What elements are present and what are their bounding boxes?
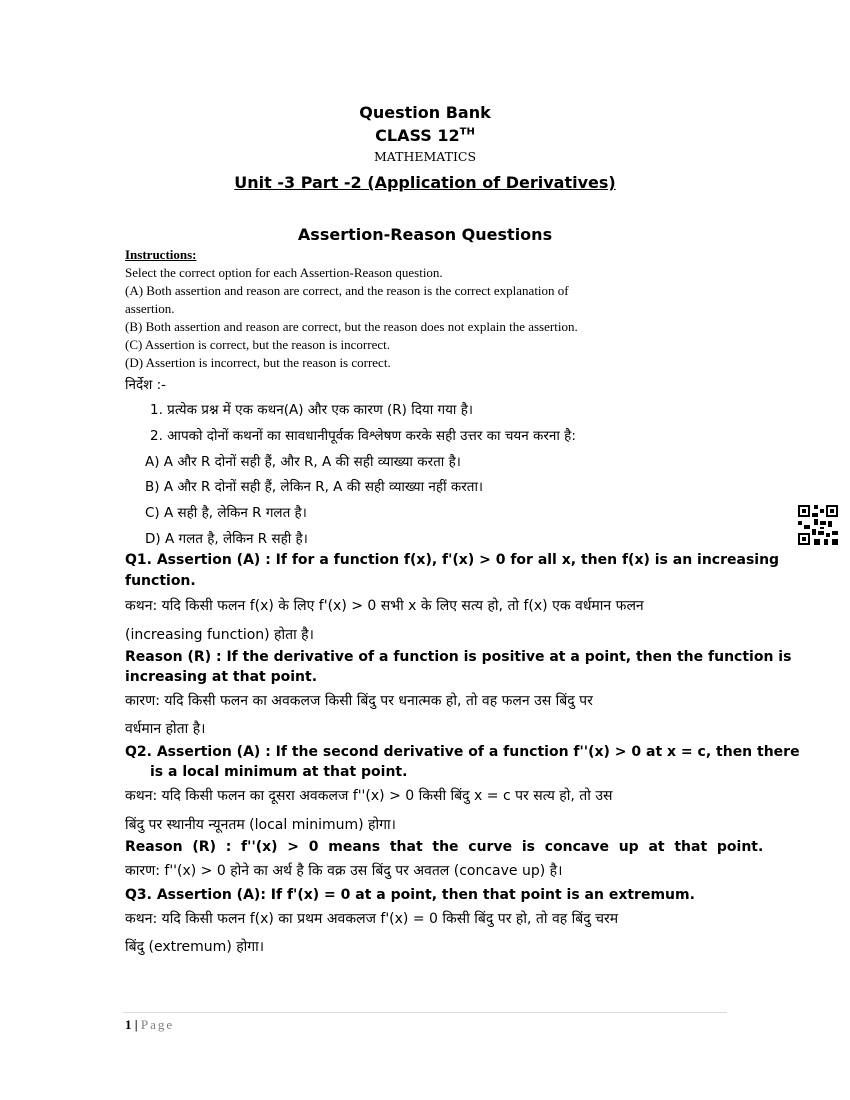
- option-b: (B) Both assertion and reason are correct, but the reason does not explain the assertion.: [125, 319, 578, 334]
- footer-divider: [123, 1012, 727, 1013]
- option-c: (C) Assertion is correct, but the reason is incorrect.: [125, 337, 390, 352]
- q1-reason-line1: Reason (R) : If the derivative of a function is positive at a point, then the function is: [125, 649, 792, 665]
- q1-reason-hindi-line1: कारण: यदि किसी फलन का अवकलज किसी बिंदु पर धनात्मक हो, तो वह फलन उस बिंदु पर: [125, 693, 593, 709]
- class-label: [0, 126, 850, 145]
- section-heading: Assertion-Reason Questions: [297, 225, 553, 244]
- q2-reason-hindi-line1: कारण: f''(x) > 0 होने का अर्थ है कि वक्र उस बिंदु पर अवतल (concave up) है।: [125, 863, 563, 879]
- unit-heading: Unit -3 Part -2 (Application of Derivatives): [234, 173, 616, 192]
- qr-code-icon: [798, 505, 838, 545]
- instructions-heading: Instructions:: [125, 247, 197, 262]
- hindi-instructions-heading: निर्देश :-: [125, 377, 167, 393]
- option-a-line1: (A) Both assertion and reason are correct, and the reason is the correct explanation of: [125, 283, 569, 298]
- q2-assertion-line2: is a local minimum at that point.: [150, 764, 408, 780]
- q3-assertion-hindi-line1: कथन: यदि किसी फलन f(x) का प्रथम अवकलज f'(x) = 0 किसी बिंदु पर हो, तो वह बिंदु चरम: [125, 911, 619, 927]
- hindi-item-2: 2. आपको दोनों कथनों का सावधानीपूर्वक विश्लेषण करके सही उत्तर का चयन करना है:: [150, 428, 576, 444]
- page-label: Page: [140, 1017, 175, 1032]
- hindi-option-b: B) A और R दोनों सही हैं, लेकिन R, A की सही व्याख्या नहीं करता।: [145, 479, 484, 495]
- q3-assertion-hindi-line2: बिंदु (extremum) होगा।: [125, 939, 265, 955]
- hindi-option-d: D) A गलत है, लेकिन R सही है।: [145, 531, 308, 547]
- q1-assertion-hindi-line2: (increasing function) होता है।: [125, 627, 314, 643]
- q2-assertion-hindi-line2: बिंदु पर स्थानीय न्यूनतम (local minimum) होगा।: [125, 817, 396, 833]
- hindi-item-1: 1. प्रत्येक प्रश्न में एक कथन(A) और एक कारण (R) दिया गया है।: [150, 402, 473, 418]
- q2-assertion-hindi-line1: कथन: यदि किसी फलन का दूसरा अवकलज f''(x) > 0 किसी बिंदु x = c पर सत्य हो, तो उस: [125, 788, 613, 804]
- q3-assertion-line1: Q3. Assertion (A): If f'(x) = 0 at a point, then that point is an extremum.: [125, 887, 695, 903]
- q2-assertion-line1: Q2. Assertion (A) : If the second derivative of a function f''(x) > 0 at x = c, then there: [125, 744, 800, 760]
- q2-reason-line1: Reason (R) : f''(x) > 0 means that the curve is concave up at that point.: [125, 839, 764, 855]
- q1-assertion-hindi-line1: कथन: यदि किसी फलन f(x) के लिए f'(x) > 0 सभी x के लिए सत्य हो, तो f(x) एक वर्धमान फलन: [125, 598, 644, 614]
- footer-separator: |: [134, 1017, 138, 1032]
- option-a-line2: assertion.: [125, 301, 175, 316]
- hindi-option-c: C) A सही है, लेकिन R गलत है।: [145, 505, 307, 521]
- hindi-option-a: A) A और R दोनों सही हैं, और R, A की सही व्याख्या करता है।: [145, 454, 461, 470]
- q1-reason-line2: increasing at that point.: [125, 669, 318, 685]
- class-text: CLASS 12: [375, 126, 460, 145]
- option-d: (D) Assertion is incorrect, but the reason is correct.: [125, 355, 391, 370]
- page-footer: [125, 1017, 174, 1033]
- q1-reason-hindi-line2: वर्धमान होता है।: [125, 721, 206, 737]
- q1-assertion-line1: Q1. Assertion (A) : If for a function f(x), f'(x) > 0 for all x, then f(x) is an increasing: [125, 552, 780, 568]
- class-superscript: TH: [459, 126, 475, 138]
- doc-title: Question Bank: [359, 103, 491, 122]
- subject: MATHEMATICS: [373, 149, 477, 164]
- page-number: 1: [125, 1017, 132, 1032]
- instructions-intro: Select the correct option for each Assertion-Reason question.: [125, 265, 443, 280]
- q1-assertion-line2: function.: [125, 573, 196, 589]
